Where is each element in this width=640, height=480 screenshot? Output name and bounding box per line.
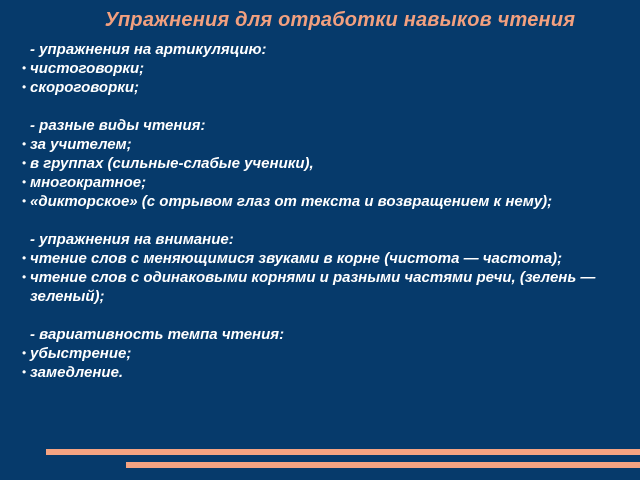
list-item-text: убыстрение;	[30, 345, 132, 362]
decorative-stripe-bottom	[126, 462, 640, 468]
list-item	[22, 173, 622, 192]
section-attention	[22, 230, 622, 306]
section-heading: - вариативность темпа чтения:	[30, 326, 285, 343]
list-item	[22, 344, 622, 363]
list-item	[22, 249, 622, 268]
list-item-text: за учителем;	[30, 136, 132, 153]
list-item-text: чтение слов с меняющимися звуками в корне (чистота — частота);	[30, 250, 563, 267]
bullet-icon: •	[22, 175, 27, 189]
section-heading: - разные виды чтения:	[30, 117, 206, 134]
list-item	[22, 192, 622, 211]
bullet-icon: •	[22, 137, 27, 151]
bullet-icon: •	[22, 270, 27, 284]
list-item	[22, 268, 622, 306]
bullet-icon: •	[22, 61, 27, 75]
section-heading: - упражнения на артикуляцию:	[30, 41, 267, 58]
list-item-text: чистоговорки;	[30, 60, 145, 77]
section-reading-types	[22, 116, 622, 211]
list-item	[22, 363, 622, 382]
section-reading-tempo	[22, 325, 622, 382]
bullet-icon: •	[22, 80, 27, 94]
slide-title: Упражнения для отработки навыков чтения	[104, 9, 576, 31]
list-item-text: «дикторское» (с отрывом глаз от текста и возвращением к нему);	[30, 193, 553, 210]
bullet-icon: •	[22, 194, 27, 208]
bullet-icon: •	[22, 156, 27, 170]
list-item-text: чтение слов с одинаковыми корнями и разными частями речи, (зелень — зеленый);	[30, 269, 596, 305]
list-item-text: многократное;	[30, 174, 147, 191]
list-item	[22, 154, 622, 173]
list-item	[22, 135, 622, 154]
decorative-stripe-top	[46, 449, 640, 455]
slide-content	[22, 40, 622, 382]
list-item	[22, 59, 622, 78]
list-item-text: замедление.	[30, 364, 124, 381]
bullet-icon: •	[22, 251, 27, 265]
list-item-text: в группах (сильные-слабые ученики),	[30, 155, 314, 172]
section-heading: - упражнения на внимание:	[30, 231, 234, 248]
section-articulation	[22, 40, 622, 97]
bullet-icon: •	[22, 365, 27, 379]
bullet-icon: •	[22, 346, 27, 360]
list-item-text: скороговорки;	[30, 79, 139, 96]
list-item	[22, 78, 622, 97]
